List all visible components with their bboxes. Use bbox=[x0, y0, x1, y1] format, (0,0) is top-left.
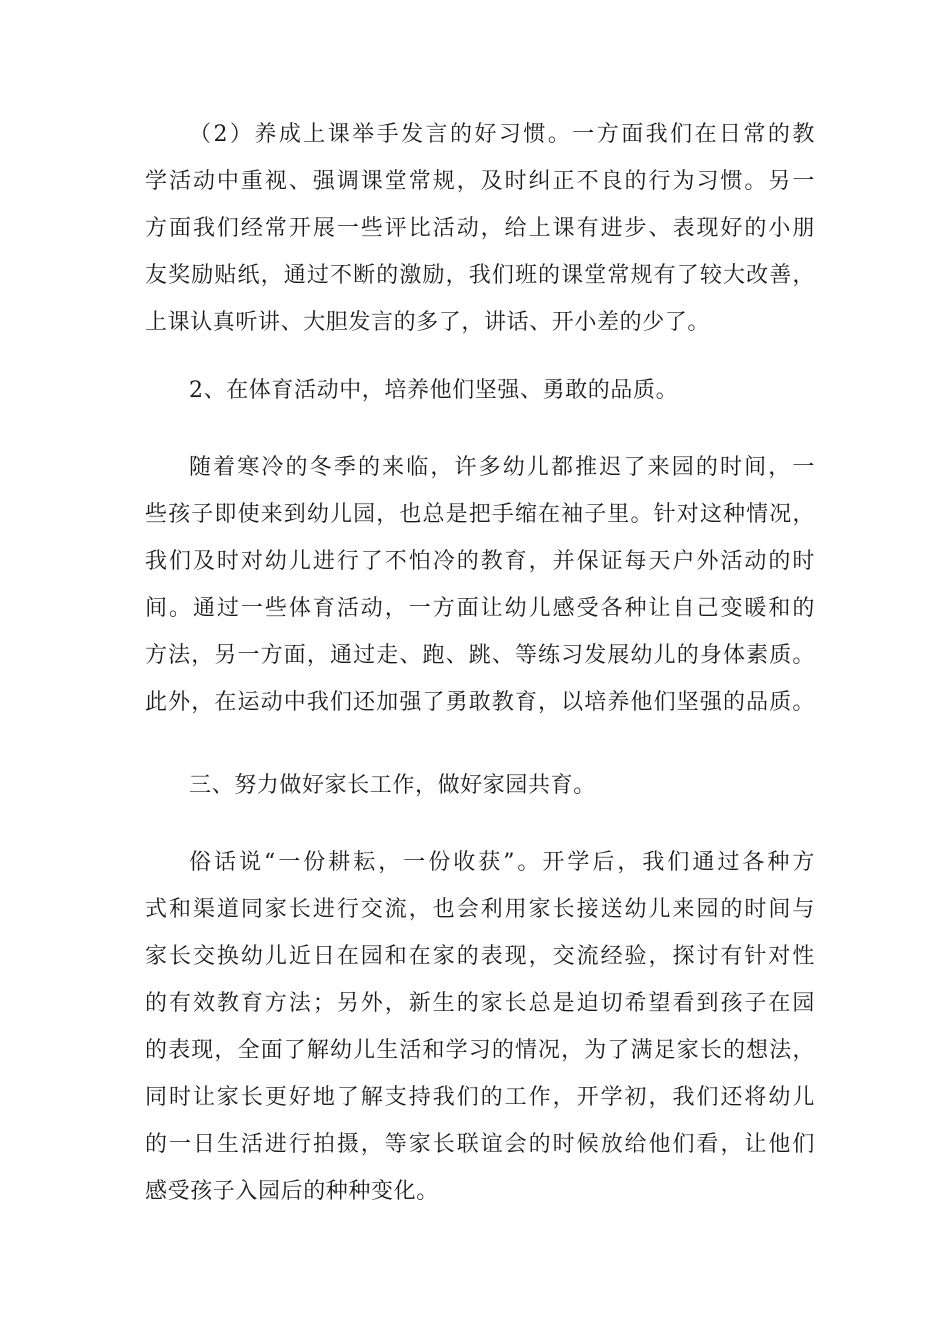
text-line: 上课认真听讲、大胆发言的多了，讲话、开小差的少了。 bbox=[145, 310, 711, 335]
text-line: 方面我们经常开展一些评比活动，给上课有进步、表现好的小朋 bbox=[145, 216, 815, 241]
text-line: （2）养成上课举手发言的好习惯。一方面我们在日常的教 bbox=[189, 122, 815, 147]
text-line: 的表现，全面了解幼儿生活和学习的情况，为了满足家长的想法， bbox=[145, 1038, 815, 1063]
text-line: 我们及时对幼儿进行了不怕冷的教育，并保证每天户外活动的时 bbox=[145, 549, 815, 574]
text-line: 2、在体育活动中，培养他们坚强、勇敢的品质。 bbox=[189, 378, 679, 403]
text-line: 的一日生活进行拍摄，等家长联谊会的时候放给他们看，让他们 bbox=[145, 1132, 815, 1157]
text-line: 同时让家长更好地了解支持我们的工作，开学初，我们还将幼儿 bbox=[145, 1085, 815, 1110]
text-line: 此外，在运动中我们还加强了勇敢教育，以培养他们坚强的品质。 bbox=[145, 690, 815, 715]
text-line: 友奖励贴纸，通过不断的激励，我们班的课堂常规有了较大改善， bbox=[145, 263, 815, 288]
text-line: 间。通过一些体育活动，一方面让幼儿感受各种让自己变暖和的 bbox=[145, 596, 815, 621]
text-line: 俗话说“一份耕耘，一份收获”。开学后，我们通过各种方 bbox=[189, 850, 815, 875]
text-line: 家长交换幼儿近日在园和在家的表现，交流经验，探讨有针对性 bbox=[145, 944, 815, 969]
text-line: 式和渠道同家长进行交流，也会利用家长接送幼儿来园的时间与 bbox=[145, 897, 815, 922]
text-line: 的有效教育方法；另外，新生的家长总是迫切希望看到孩子在园 bbox=[145, 991, 815, 1016]
text-line: 感受孩子入园后的种种变化。 bbox=[145, 1179, 439, 1204]
text-line: 些孩子即使来到幼儿园，也总是把手缩在袖子里。针对这种情况， bbox=[145, 502, 815, 527]
text-line: 随着寒冷的冬季的来临，许多幼儿都推迟了来园的时间，一 bbox=[189, 455, 815, 480]
text-line: 学活动中重视、强调课堂常规，及时纠正不良的行为习惯。另一 bbox=[145, 169, 815, 194]
text-line: 方法，另一方面，通过走、跑、跳、等练习发展幼儿的身体素质。 bbox=[145, 643, 815, 668]
text-line: 三、努力做好家长工作，做好家园共育。 bbox=[189, 773, 596, 798]
